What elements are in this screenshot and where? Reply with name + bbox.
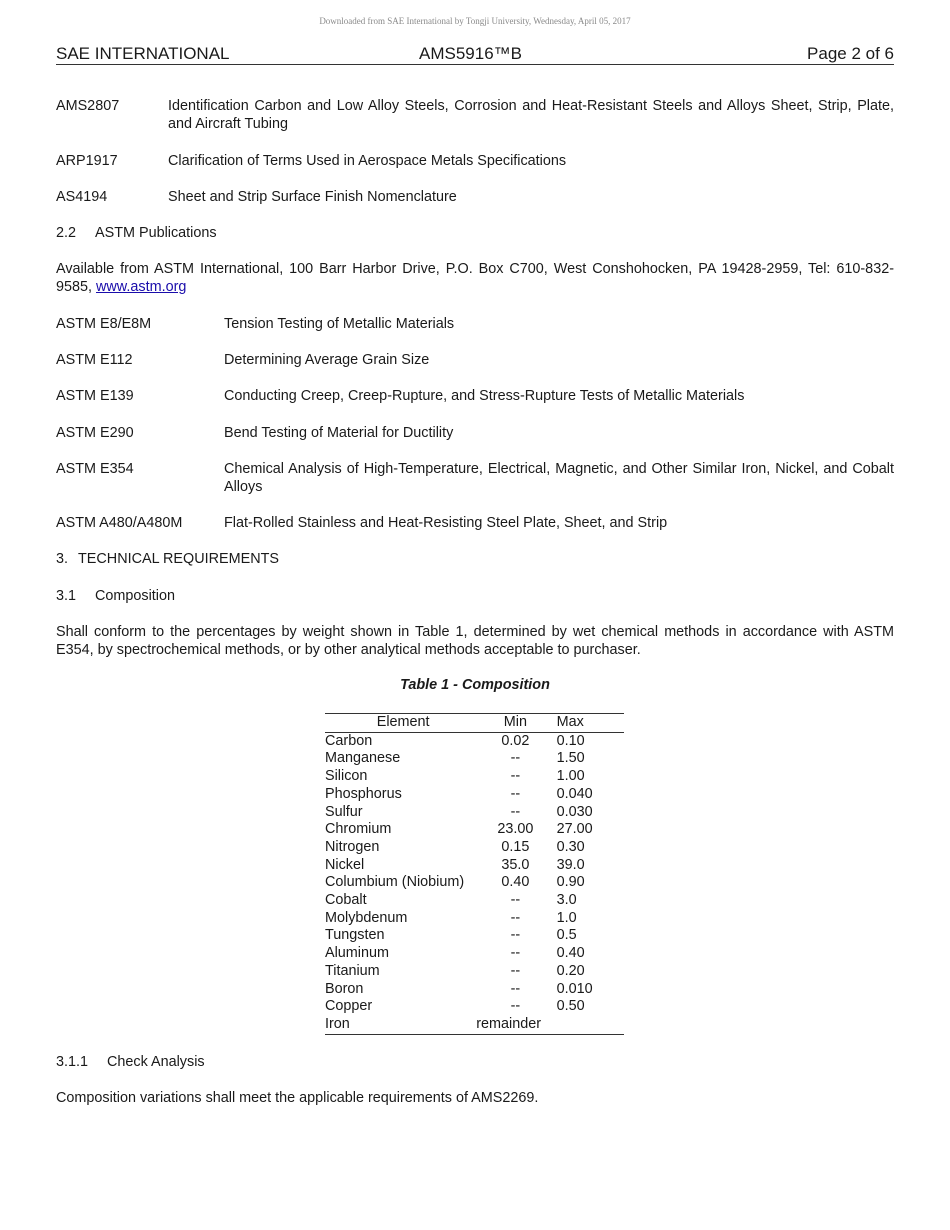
max-cell: 0.030 (556, 803, 593, 820)
table-row (325, 732, 624, 750)
table-row (325, 945, 624, 963)
section-title: Composition (95, 588, 176, 604)
section-2-2-heading (56, 224, 894, 242)
min-cell: -- (510, 785, 521, 802)
max-cell: 27.00 (556, 821, 593, 838)
reference-description: Clarification of Terms Used in Aerospace Metals Specifications (168, 153, 567, 169)
min-cell: -- (510, 927, 521, 944)
min-cell: 0.02 (501, 732, 530, 749)
reference-description: Sheet and Strip Surface Finish Nomenclature (168, 189, 457, 205)
header-page-number: Page 2 of 6 (807, 44, 894, 63)
element-cell: Chromium (325, 821, 392, 838)
reference-ams2807 (56, 97, 894, 135)
reference-description: Chemical Analysis of High-Temperature, Electrical, Magnetic, and Other Similar Iron, Nickel, and Cobalt Alloys (224, 461, 894, 495)
download-watermark: Downloaded from SAE International by Tongji University, Wednesday, April 05, 2017 (319, 16, 631, 26)
header-org: SAE INTERNATIONAL (56, 44, 230, 63)
max-cell: 0.010 (556, 980, 593, 997)
element-cell: Manganese (325, 750, 401, 767)
min-cell: 35.0 (501, 856, 530, 873)
max-cell: 1.0 (556, 909, 577, 926)
reference-code: ASTM E354 (56, 461, 134, 477)
reference-description: Tension Testing of Metallic Materials (224, 316, 455, 332)
section-3-1-1-heading (56, 1053, 894, 1071)
section-3-1-heading (56, 587, 894, 605)
reference-code: ASTM E290 (56, 425, 134, 441)
astm-address: Available from ASTM International, 100 Barr Harbor Drive, P.O. Box C700, West Conshohocken, PA 19428-2959, Tel: 610-832-9585, (56, 261, 894, 295)
reference-description: Flat-Rolled Stainless and Heat-Resisting Steel Plate, Sheet, and Strip (224, 515, 668, 531)
min-cell: -- (510, 750, 521, 767)
table-row (325, 839, 624, 857)
min-cell: -- (510, 803, 521, 820)
min-cell: -- (510, 945, 521, 962)
table-row (325, 857, 624, 875)
reference-code: ASTM E139 (56, 388, 134, 404)
max-cell: 1.50 (556, 750, 585, 767)
element-cell: Copper (325, 998, 373, 1015)
section-title: TECHNICAL REQUIREMENTS (78, 551, 279, 567)
reference-description: Bend Testing of Material for Ductility (224, 425, 454, 441)
max-cell: 0.040 (556, 785, 593, 802)
element-cell: Phosphorus (325, 785, 402, 802)
max-cell: 0.20 (556, 962, 585, 979)
reference-code: AMS2807 (56, 98, 120, 114)
check-analysis-paragraph: Composition variations shall meet the applicable requirements of AMS2269. (56, 1090, 539, 1106)
element-cell: Aluminum (325, 945, 389, 962)
element-cell: Boron (325, 980, 364, 997)
max-cell: 0.90 (556, 874, 585, 891)
element-cell: Iron (325, 1015, 350, 1032)
table-row (325, 998, 624, 1016)
element-cell: Titanium (325, 962, 380, 979)
element-cell: Columbium (Niobium) (325, 874, 465, 891)
column-header-max: Max (550, 714, 624, 733)
min-cell: -- (510, 909, 521, 926)
element-cell: Carbon (325, 732, 373, 749)
reference-description: Determining Average Grain Size (224, 352, 430, 368)
reference-code: ASTM A480/A480M (56, 515, 183, 531)
table-row (325, 874, 624, 892)
table-row (325, 786, 624, 804)
table-row (325, 804, 624, 822)
astm-website-link[interactable]: www.astm.org (96, 279, 187, 295)
max-cell: 3.0 (556, 892, 577, 909)
max-cell: 39.0 (556, 856, 585, 873)
element-cell: Cobalt (325, 892, 367, 909)
header-doc-number: AMS5916™B (419, 44, 522, 63)
table-row (325, 821, 624, 839)
table-caption: Table 1 - Composition (400, 677, 550, 693)
reference-code: ARP1917 (56, 153, 118, 169)
astm-availability-paragraph (56, 260, 894, 296)
section-title: Check Analysis (107, 1054, 205, 1070)
reference-description: Conducting Creep, Creep-Rupture, and Stress-Rupture Tests of Metallic Materials (224, 388, 745, 404)
max-cell: 0.40 (556, 945, 585, 962)
page-header (56, 44, 894, 65)
remainder-value: remainder (476, 1015, 542, 1032)
table-row (325, 981, 624, 999)
section-number: 3. (56, 551, 69, 567)
max-cell: 0.50 (556, 998, 585, 1015)
min-cell: -- (510, 892, 521, 909)
section-number: 3.1 (56, 588, 77, 604)
element-cell: Molybdenum (325, 909, 408, 926)
max-cell: 0.30 (556, 838, 585, 855)
reference-code: ASTM E112 (56, 352, 133, 368)
table-row-iron (325, 1016, 624, 1034)
composition-paragraph: Shall conform to the percentages by weight shown in Table 1, determined by wet chemical methods in accordance with ASTM E354, by spectrochemical methods, or by other analytical methods acceptable to purchaser. (56, 624, 894, 658)
min-cell: -- (510, 998, 521, 1015)
table-row (325, 750, 624, 768)
min-cell: 0.15 (501, 838, 530, 855)
section-number: 3.1.1 (56, 1054, 89, 1070)
reference-code: ASTM E8/E8M (56, 316, 152, 332)
min-cell: -- (510, 768, 521, 785)
reference-code: AS4194 (56, 189, 108, 205)
max-cell: 1.00 (556, 768, 585, 785)
element-cell: Sulfur (325, 803, 363, 820)
table-header-row (325, 714, 624, 733)
element-cell: Nickel (325, 856, 365, 873)
max-cell: 0.5 (556, 927, 577, 944)
column-header-element: Element (325, 714, 481, 733)
section-number: 2.2 (56, 225, 77, 241)
table-row (325, 927, 624, 945)
element-cell: Silicon (325, 768, 368, 785)
max-cell: 0.10 (556, 732, 585, 749)
table-row (325, 910, 624, 928)
min-cell: -- (510, 962, 521, 979)
table-row (325, 768, 624, 786)
section-3-heading (56, 550, 894, 568)
remainder-cell (476, 1015, 624, 1034)
min-cell: -- (510, 980, 521, 997)
column-header-min: Min (481, 714, 549, 733)
section-title: ASTM Publications (95, 225, 217, 241)
reference-description: Identification Carbon and Low Alloy Steels, Corrosion and Heat-Resistant Steels and Alloys Sheet, Strip, Plate, and Aircraft Tubing (168, 98, 894, 132)
table-row (325, 892, 624, 910)
table-row (325, 963, 624, 981)
element-cell: Tungsten (325, 927, 385, 944)
min-cell: 0.40 (501, 874, 530, 891)
min-cell: 23.00 (497, 821, 534, 838)
composition-table (325, 713, 624, 1035)
element-cell: Nitrogen (325, 838, 380, 855)
